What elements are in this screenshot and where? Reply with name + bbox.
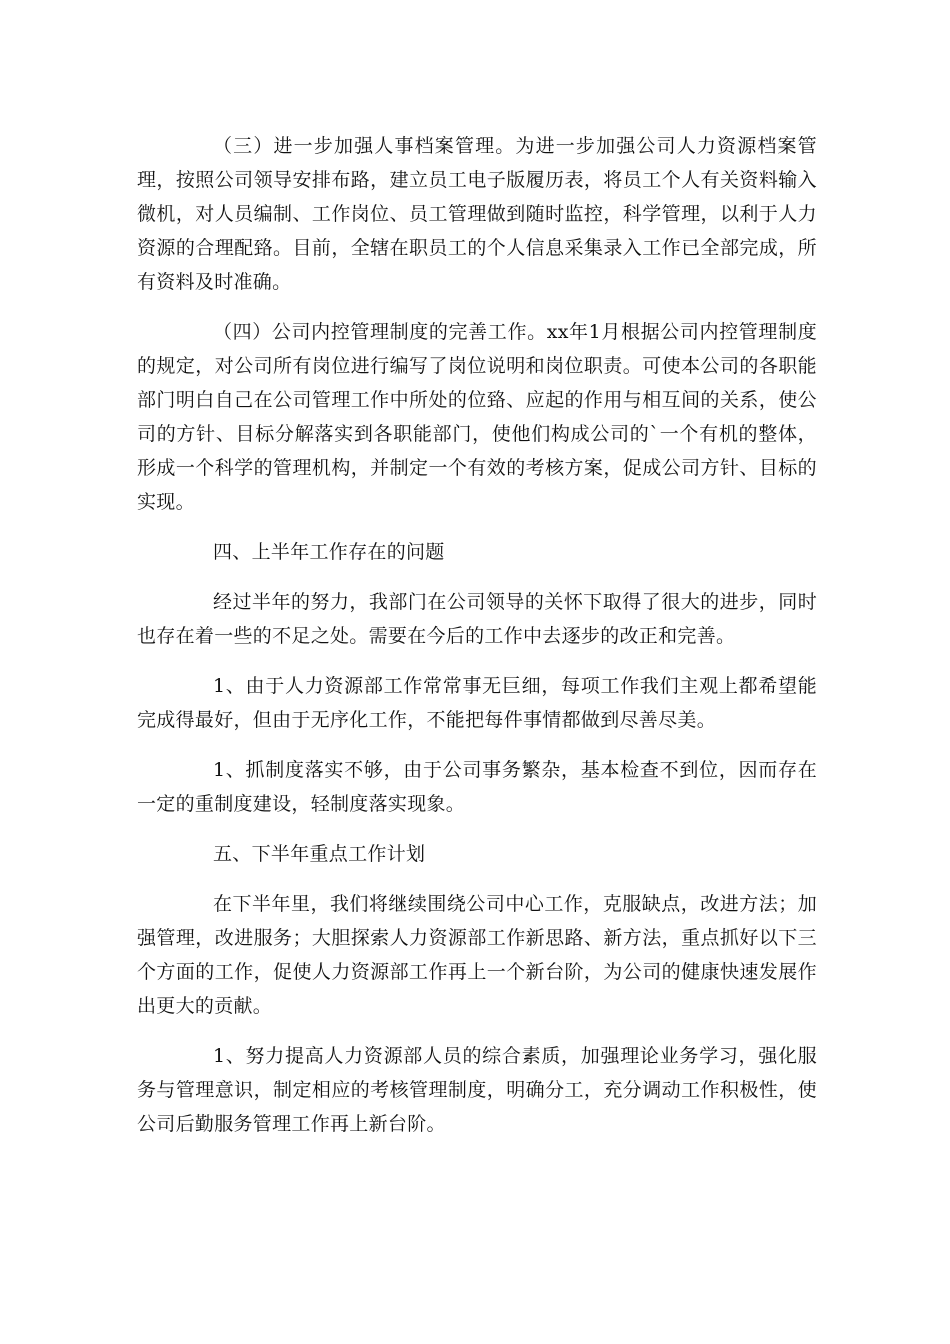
section-heading-problems: 四、上半年工作存在的问题 bbox=[213, 541, 445, 563]
section-heading-plan: 五、下半年重点工作计划 bbox=[213, 843, 426, 865]
paragraph-problems-intro: 经过半年的努力，我部门在公司领导的关怀下取得了很大的进步，同时也存在着一些的不足之处。需要在今后的工作中去逐步的改正和完善。 bbox=[137, 591, 817, 647]
paragraph-problem-1: 1、由于人力资源部工作常常事无巨细，每项工作我们主观上都希望能完成得最好，但由于无序化工作，不能把每件事情都做到尽善尽美。 bbox=[137, 675, 817, 731]
paragraph-plan-intro: 在下半年里，我们将继续围绕公司中心工作，克服缺点，改进方法；加强管理，改进服务；大胆探索人力资源部工作新思路、新方法，重点抓好以下三个方面的工作，促使人力资源部工作再上一个新台阶，为公司的健康快速发展作出更大的贡献。 bbox=[137, 893, 817, 1017]
paragraph-problem-2: 1、抓制度落实不够，由于公司事务繁杂，基本检查不到位，因而存在一定的重制度建设，轻制度落实现象。 bbox=[137, 759, 817, 815]
paragraph-plan-1: 1、努力提高人力资源部人员的综合素质，加强理论业务学习，强化服务与管理意识，制定相应的考核管理制度，明确分工，充分调动工作积极性，使公司后勤服务管理工作再上新台阶。 bbox=[137, 1045, 817, 1135]
document-body bbox=[137, 129, 817, 1157]
paragraph-archive-management: （三）进一步加强人事档案管理。为进一步加强公司人力资源档案管理，按照公司领导安排布路，建立员工电子版履历表，将员工个人有关资料输入微机，对人员编制、工作岗位、员工管理做到随时监控，科学管理，以利于人力资源的合理配臵。目前，全辖在职员工的个人信息采集录入工作已全部完成，所有资料及时准确。 bbox=[137, 135, 817, 293]
paragraph-internal-control: （四）公司内控管理制度的完善工作。xx年1月根据公司内控管理制度的规定，对公司所有岗位进行编写了岗位说明和岗位职责。可使本公司的各职能部门明白自己在公司管理工作中所处的位臵、应起的作用与相互间的关系，使公司的方针、目标分解落实到各职能部门，使他们构成公司的`一个有机的整体，形成一个科学的管理机构，并制定一个有效的考核方案，促成公司方针、目标的实现。 bbox=[137, 321, 817, 513]
